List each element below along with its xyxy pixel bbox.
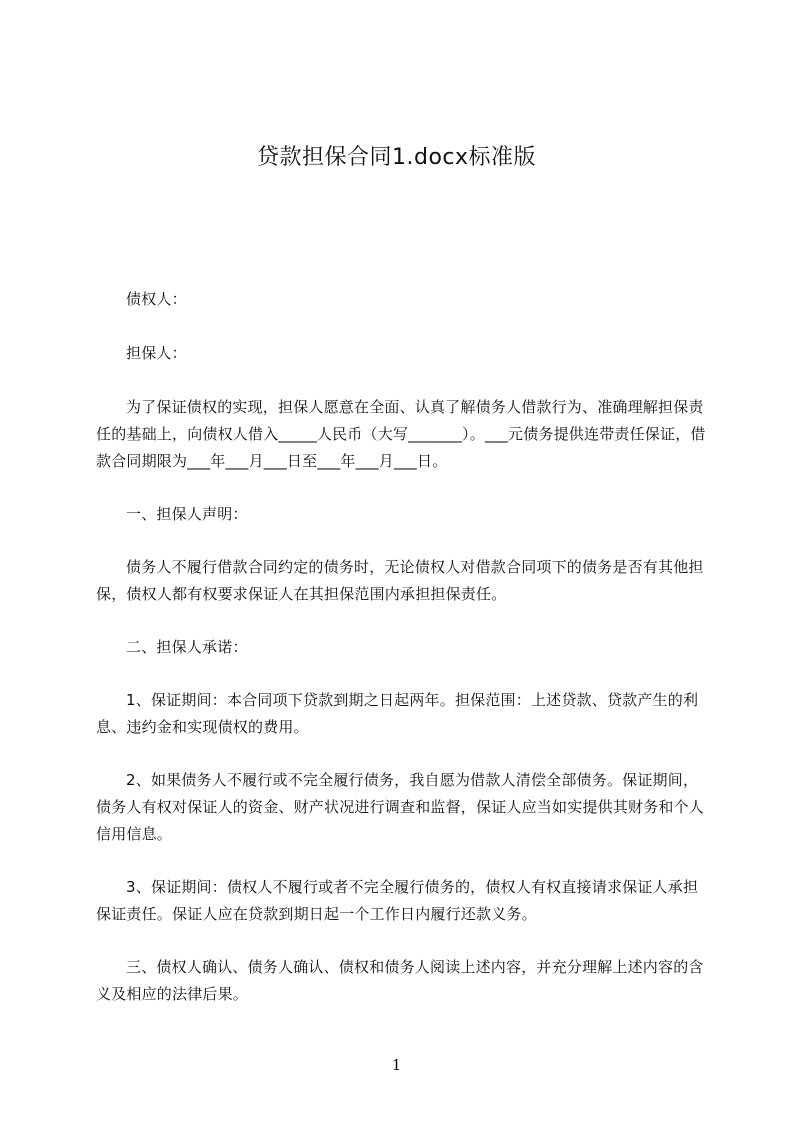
creditor-line: 债权人：: [126, 290, 187, 308]
section-three-paragraph: 三、债权人确认、债务人确认、债权和债务人阅读上述内容，并充分理解上述内容的含义及相应的法律后果。: [96, 958, 704, 1003]
clause-2-paragraph: 2、如果债务人不履行或不完全履行债务，我自愿为借款人清偿全部债务。保证期间，债务人有权对保证人的资金、财产状况进行调查和监督，保证人应当如实提供其财务和个人信用信息。: [96, 771, 705, 843]
document-title: 贷款担保合同1.docx标准版: [256, 145, 537, 170]
section-one-paragraph: 债务人不履行借款合同约定的债务时，无论债权人对借款合同项下的债务是否有其他担保，债权人都有权要求保证人在其担保范围内承担担保责任。: [96, 558, 704, 603]
clause-1-paragraph: 1、保证期间：本合同项下贷款到期之日起两年。担保范围：上述贷款、贷款产生的利息、违约金和实现债权的费用。: [96, 691, 699, 736]
page-number: 1: [391, 1056, 402, 1074]
preamble-paragraph: 为了保证债权的实现，担保人愿意在全面、认真了解债务人借款行为、准确理解担保责任的基础上，向债权人借入_____人民币（大写_______）。___元债务提供连带责任保证，借款合同期限为___年___月___日至___年___月___日。: [96, 398, 706, 470]
guarantor-line: 担保人：: [126, 344, 187, 362]
clause-3-paragraph: 3、保证期间：债权人不履行或者不完全履行债务的，债权人有权直接请求保证人承担保证责任。保证人应在贷款到期日起一个工作日内履行还款义务。: [96, 878, 699, 923]
section-two-heading: 二、担保人承诺：: [126, 638, 248, 656]
section-one-heading: 一、担保人声明：: [126, 505, 248, 523]
